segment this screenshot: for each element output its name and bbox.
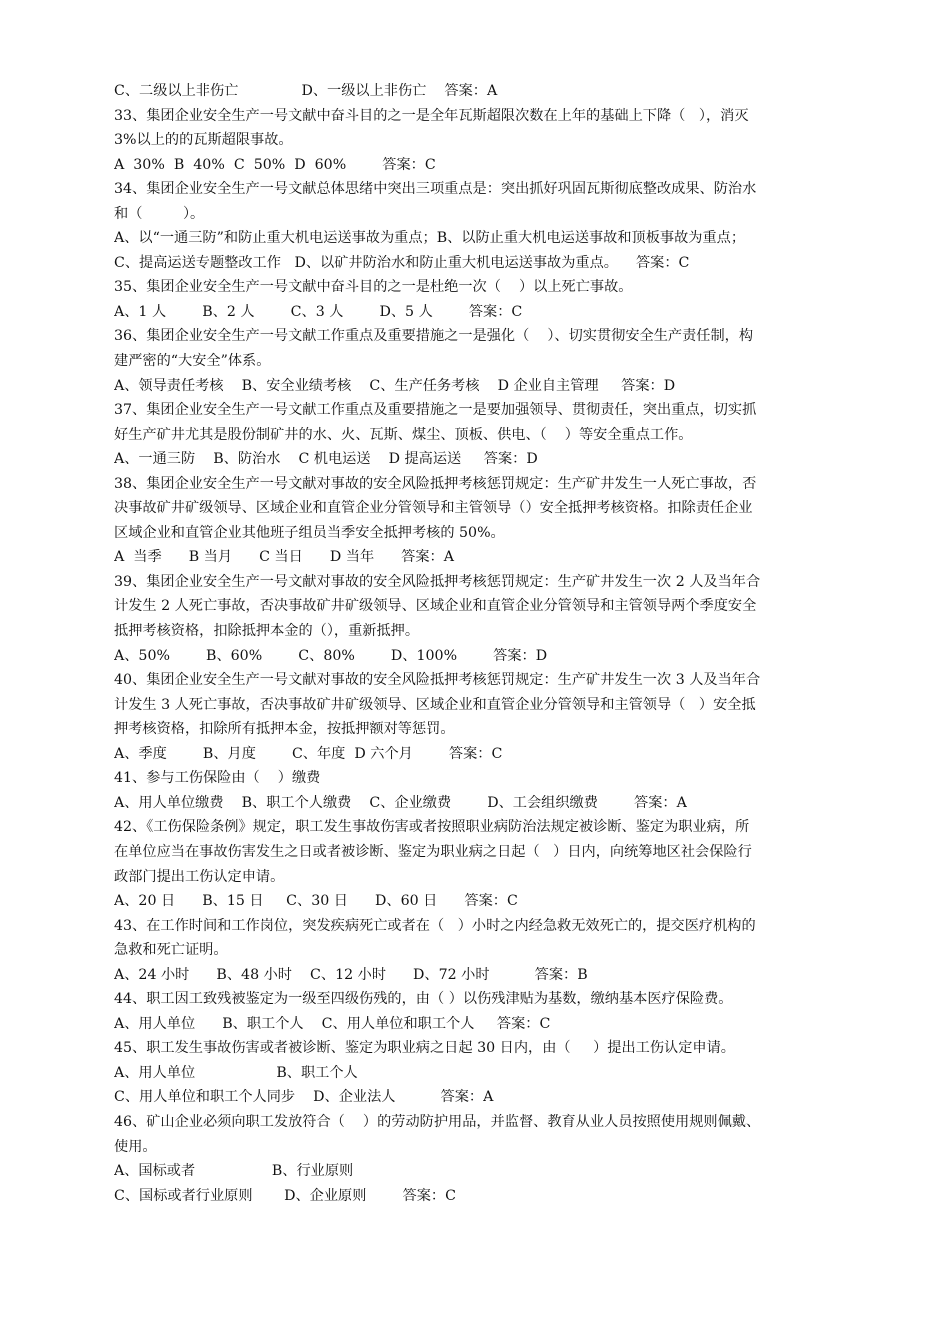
text-line: 34、集团企业安全生产一号文献总体思绪中突出三项重点是：突出抓好巩固瓦斯彻底整改成果、防治水	[114, 181, 757, 198]
text-line: A、以“一通三防”和防止重大机电运送事故为重点；B、以防止重大机电运送事故和顶板事故为重点；	[114, 230, 746, 247]
text-line: A、24 小时 B、48 小时 C、12 小时 D、72 小时 答案：B	[114, 966, 588, 983]
text-line: A、用人单位 B、职工个人 C、用人单位和职工个人 答案：C	[114, 1015, 551, 1032]
text-line: 计发生 3 人死亡事故，否决事故矿井矿级领导、区域企业和直管企业分管领导和主管领导（ ）安全抵	[114, 696, 756, 713]
text-line: 33、集团企业安全生产一号文献中奋斗目的之一是全年瓦斯超限次数在上年的基础上下降（ ），消灭	[114, 107, 749, 124]
text-line: 计发生 2 人死亡事故，否决事故矿井矿级领导、区域企业和直管企业分管领导和主管领导两个季度安全	[114, 598, 757, 615]
text-line: C、国标或者行业原则 D、企业原则 答案：C	[114, 1187, 456, 1204]
document-body	[114, 79, 834, 1208]
text-line: 3%以上的的瓦斯超限事故。	[114, 132, 293, 149]
text-line: A、20 日 B、15 日 C、30 日 D、60 日 答案：C	[114, 893, 518, 910]
text-line: 在单位应当在事故伤害发生之日或者被诊断、鉴定为职业病之日起（ ）日内，向统筹地区社会保险行	[114, 843, 752, 860]
text-line: 44、职工因工致残被鉴定为一级至四级伤残的，由（ ）以伤残津贴为基数，缴纳基本医疗保险费。	[114, 991, 733, 1008]
text-line: 决事故矿井矿级领导、区域企业和直管企业分管领导和主管领导（）安全抵押考核资格。扣除责任企业	[114, 500, 753, 517]
text-line: A 30% B 40% C 50% D 60% 答案：C	[114, 156, 436, 173]
text-line: 40、集团企业安全生产一号文献对事故的安全风险抵押考核惩罚规定：生产矿井发生一次 3 人及当年合	[114, 672, 761, 689]
text-line: 42、《工伤保险条例》规定，职工发生事故伤害或者按照职业病防治法规定被诊断、鉴定为职业病，所	[114, 819, 750, 836]
text-line: 37、集团企业安全生产一号文献工作重点及重要措施之一是要加强领导、贯彻责任，突出重点，切实抓	[114, 402, 757, 419]
text-line: 43、在工作时间和工作岗位，突发疾病死亡或者在（ ）小时之内经急救无效死亡的，提交医疗机构的	[114, 917, 756, 934]
text-line: 38、集团企业安全生产一号文献对事故的安全风险抵押考核惩罚规定：生产矿井发生一人死亡事故，否	[114, 475, 757, 492]
text-line: A、一通三防 B、防治水 C 机电运送 D 提高运送 答案：D	[114, 451, 538, 468]
text-line: 39、集团企业安全生产一号文献对事故的安全风险抵押考核惩罚规定：生产矿井发生一次 2 人及当年合	[114, 573, 761, 590]
text-line: 36、集团企业安全生产一号文献工作重点及重要措施之一是强化（ ）、切实贯彻安全生产责任制，构	[114, 328, 754, 345]
text-line: 押考核资格，扣除所有抵押本金，按抵押额对等惩罚。	[114, 721, 455, 738]
text-line: A、领导责任考核 B、安全业绩考核 C、生产任务考核 D 企业自主管理 答案：D	[114, 377, 676, 394]
text-line: 41、参与工伤保险由（ ）缴费	[114, 770, 321, 787]
text-line: 抵押考核资格，扣除抵押本金的（），重新抵押。	[114, 623, 420, 640]
text-line: A、国标或者 B、行业原则	[114, 1163, 354, 1180]
text-line: A、用人单位 B、职工个人	[114, 1064, 358, 1081]
text-line: 好生产矿井尤其是股份制矿井的水、火、瓦斯、煤尘、顶板、供电、（ ）等安全重点工作。	[114, 426, 693, 443]
text-line: A、季度 B、月度 C、年度 D 六个月 答案：C	[114, 745, 503, 762]
text-line: C、用人单位和职工个人同步 D、企业法人 答案：A	[114, 1089, 494, 1106]
text-line: 45、职工发生事故伤害或者被诊断、鉴定为职业病之日起 30 日内，由（ ）提出工伤认定申请。	[114, 1040, 735, 1057]
text-line: 急救和死亡证明。	[114, 942, 228, 959]
text-line: A、1 人 B、2 人 C、3 人 D、5 人 答案：C	[114, 303, 523, 320]
text-line: 35、集团企业安全生产一号文献中奋斗目的之一是杜绝一次（ ）以上死亡事故。	[114, 279, 633, 296]
text-line: 46、矿山企业必须向职工发放符合（ ）的劳动防护用品，并监督、教育从业人员按照使用规则佩戴、	[114, 1113, 761, 1130]
text-line: 使用。	[114, 1138, 157, 1155]
text-line: 和（ ）。	[114, 205, 205, 222]
text-line: C、提高运送专题整改工作 D、以矿井防治水和防止重大机电运送事故为重点。 答案：C	[114, 254, 690, 271]
text-line: 建严密的“大安全”体系。	[114, 353, 271, 370]
text-line: A、50% B、60% C、80% D、100% 答案：D	[114, 647, 548, 664]
text-line: 区域企业和直管企业其他班子组员当季安全抵押考核的 50%。	[114, 524, 505, 541]
text-line: A 当季 B 当月 C 当日 D 当年 答案：A	[114, 549, 454, 566]
text-line: C、二级以上非伤亡 D、一级以上非伤亡 答案：A	[114, 83, 498, 99]
text-line: 政部门提出工伤认定申请。	[114, 868, 285, 885]
text-line: A、用人单位缴费 B、职工个人缴费 C、企业缴费 D、工会组织缴费 答案：A	[114, 794, 687, 811]
